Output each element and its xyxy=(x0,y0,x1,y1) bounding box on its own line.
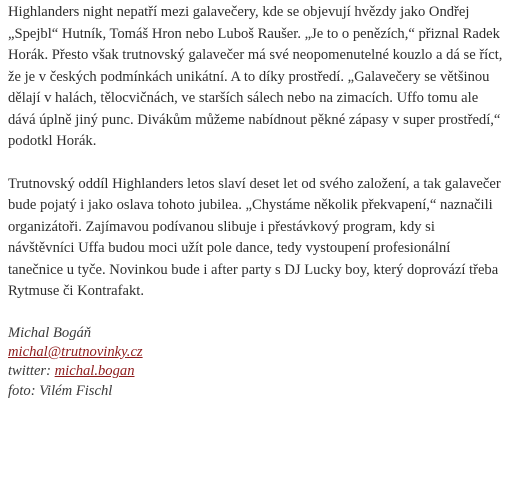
article-paragraph-2: Trutnovský oddíl Highlanders letos slaví deset let od svého založení, a tak galavečer bude pojatý i jako oslava tohoto jubilea. „Chystáme několik překvapení,“ naznačili organizátoři. Zajímavou podívanou slibuje i přestávkový program, kdy si návštěvníci Uffa budou moci užít pole dance, tedy vystoupení profesionální tanečnice u tyče. Novinkou bude i after party s DJ Lucky boy, který doprovází třeba Rytmuse či Kontrafakt. xyxy=(8,175,501,299)
twitter-line xyxy=(8,362,504,381)
article-paragraph-1: Highlanders night nepatří mezi galavečery, kde se objevují hvězdy jako Ondřej „Spejbl“ Hutník, Tomáš Hron nebo Luboš Raušer. „Je to o penězích,“ přiznal Radek Horák. Přesto však trutnovský galavečer má své neopomenutelné kouzlo a dá se říct, že je v českých podmínkách unikátní. A to díky prostředí. „Galavečery se většinou dělají v halách, tělocvičnách, ve starších sálech nebo na zimacích. Uffo tomu ale dává úplně jiný punc. Divákům můžeme nabídnout pěkné zápasy v super prostředí,“ podotkl Horák. xyxy=(8,4,503,149)
article-body xyxy=(8,2,504,401)
twitter-label: twitter: xyxy=(8,363,51,380)
twitter-handle-link[interactable]: michal.bogan xyxy=(54,363,135,380)
author-signature xyxy=(8,324,504,402)
author-name: Michal Bogáň xyxy=(8,324,92,341)
photo-credit: foto: Vilém Fischl xyxy=(8,382,113,399)
author-email-link[interactable]: michal@trutnovinky.cz xyxy=(8,343,143,360)
